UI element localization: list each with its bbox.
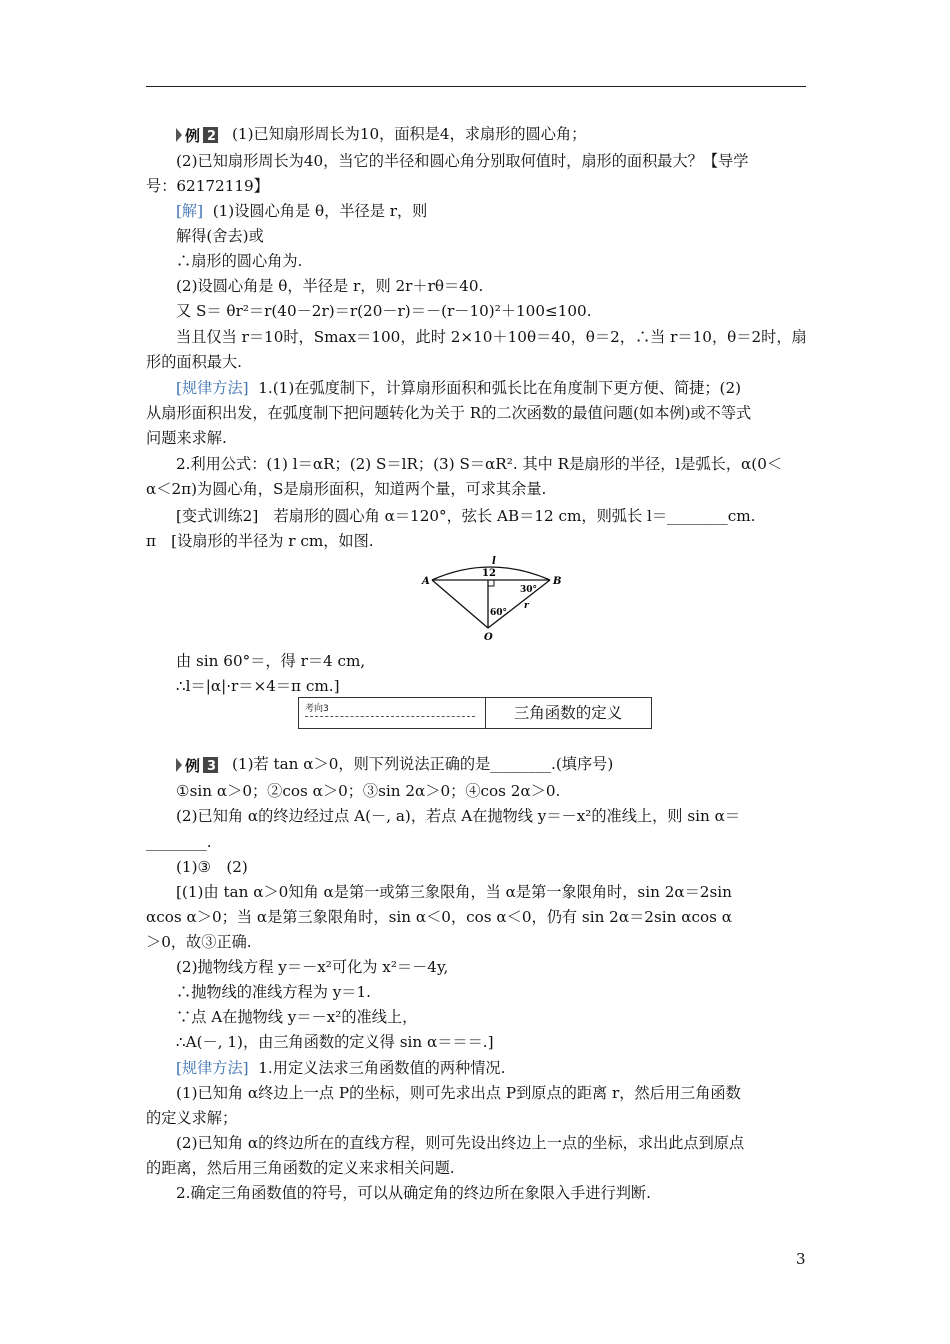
example2-solution-line3: ∴扇形的圆心角为. — [176, 252, 303, 270]
variant-training-line3: 由 sin 60°＝，得 r＝4 cm, — [176, 652, 366, 670]
example3-solution-line6: ∵点 A在抛物线 y＝－x²的准线上， — [176, 1008, 418, 1026]
example2-method-line5: α＜2π)为圆心角，S是扇形面积，知道两个量，可求其余量. — [146, 480, 547, 498]
example3-solution-line5: ∴抛物线的准线方程为 y＝1. — [176, 983, 371, 1001]
example3-method-line3: 的定义求解； — [146, 1109, 238, 1127]
label-r: r — [524, 601, 529, 611]
example2-solution-line7: 形的面积最大. — [146, 353, 242, 371]
example2-method-line4: 2.利用公式：(1) l＝αR；(2) S＝lR；(3) S＝αR². 其中 R是扇形的半径，l是弧长，α(0＜ — [176, 455, 783, 473]
example3-solution-line2: αcos α＞0；当 α是第三象限角时，sin α＜0，cos α＜0，仍有 sin 2α＝2sin αcos α — [146, 908, 732, 926]
example2-method-line1 — [176, 376, 838, 401]
example2-q2-line2: 号：62172119】 — [146, 177, 269, 195]
example2-method-line2: 从扇形面积出发，在弧度制下把问题转化为关于 R的二次函数的最值问题(如本例)或不等式 — [146, 404, 752, 422]
example2-solution-line1 — [176, 199, 838, 224]
label-A: A — [422, 576, 430, 587]
radius-oa — [432, 580, 488, 628]
example3-solution-line1: [(1)由 tan α＞0知角 α是第一或第三象限角，当 α是第一象限角时，sin 2α＝2sin — [176, 883, 732, 901]
example3-badge — [176, 755, 220, 775]
svg-text:例: 例 — [185, 127, 201, 145]
solution-text: (1)设圆心角是 θ，半径是 r，则 — [212, 202, 428, 220]
example3-options: ①sin α＞0；②cos α＞0；③sin 2α＞0；④cos 2α＞0. — [176, 782, 561, 800]
label-B: B — [553, 576, 562, 587]
example3-q2-line2: ________. — [146, 833, 212, 851]
variant-training-line4: ∴l＝|α|·r＝×4＝π cm.] — [176, 677, 340, 695]
svg-text:例: 例 — [185, 757, 201, 775]
example3-solution-line7: ∴A(－, 1)，由三角函数的定义得 sin α＝＝＝.] — [176, 1033, 494, 1051]
example2-solution-line4: (2)设圆心角是 θ，半径是 r，则 2r＋rθ＝40. — [176, 277, 484, 295]
method-label-2: [规律方法] — [176, 1059, 249, 1077]
header-rule — [146, 86, 806, 87]
example3-answer: (1)③ (2) — [176, 858, 248, 876]
label-l: l — [492, 556, 496, 567]
label-12: 12 — [482, 568, 496, 579]
section-title: 三角函数的定义 — [513, 704, 623, 722]
section-tag: 考向3 — [305, 704, 329, 714]
label-O: O — [484, 632, 493, 642]
solution-label: [解] — [176, 202, 204, 220]
sector-figure — [420, 552, 580, 642]
example3-method-line5: 的距离，然后用三角函数的定义来求相关问题. — [146, 1159, 455, 1177]
example2-solution-line2: 解得(舍去)或 — [176, 227, 264, 245]
example3-method-line4: (2)已知角 α的终边所在的直线方程，则可先设出终边上一点的坐标，求出此点到原点 — [176, 1134, 745, 1152]
method-text-2: 1.用定义法求三角函数值的两种情况. — [258, 1059, 506, 1077]
variant-training-line2: π [设扇形的半径为 r cm，如图. — [146, 532, 374, 550]
example3-q1-text: (1)若 tan α＞0，则下列说法正确的是________.(填序号) — [232, 755, 614, 773]
variant-training-line1: [变式训练2] 若扇形的圆心角 α＝120°，弦长 AB＝12 cm，则弧长 l＝________cm. — [176, 507, 756, 525]
section-header-box — [298, 697, 652, 729]
example3-question1 — [176, 752, 838, 777]
example3-solution-line4: (2)抛物线方程 y＝－x²可化为 x²＝－4y, — [176, 958, 449, 976]
label-60: 60° — [490, 608, 508, 618]
example2-question1 — [176, 122, 838, 147]
example2-solution-line5: 又 S＝ θr²＝r(40－2r)＝r(20－r)＝－(r－10)²＋100≤100. — [176, 302, 592, 320]
example2-q1-text: (1)已知扇形周长为10，面积是4，求扇形的圆心角； — [232, 125, 587, 143]
example3-method-line6: 2.确定三角函数值的符号，可以从确定角的终边所在象限入手进行判断. — [176, 1184, 651, 1202]
page-number: 3 — [796, 1250, 806, 1268]
method-label: [规律方法] — [176, 379, 249, 397]
example3-method-line1 — [176, 1056, 838, 1081]
radius-ob — [488, 580, 550, 628]
example2-q2-line1: (2)已知扇形周长为40，当它的半径和圆心角分别取何值时，扇形的面积最大？【导学 — [176, 152, 749, 170]
right-angle-mark — [488, 580, 494, 586]
label-30: 30° — [520, 585, 538, 595]
method-text: 1.(1)在弧度制下，计算扇形面积和弧长比在角度制下更方便、简捷；(2) — [258, 379, 742, 397]
svg-text:2: 2 — [207, 129, 217, 144]
example2-method-line3: 问题来求解. — [146, 429, 227, 447]
example2-solution-line6: 当且仅当 r＝10时，Smax＝100，此时 2×10＋10θ＝40，θ＝2，∴当 r＝10，θ＝2时，扇 — [176, 328, 807, 346]
example2-badge — [176, 125, 220, 145]
example3-method-line2: (1)已知角 α终边上一点 P的坐标，则可先求出点 P到原点的距离 r，然后用三角函数 — [176, 1084, 741, 1102]
example3-solution-line3: ＞0，故③正确. — [146, 933, 252, 951]
section-dash-line — [305, 716, 475, 717]
section-tag-cell — [299, 698, 486, 728]
svg-text:3: 3 — [207, 759, 217, 774]
example3-q2-line1: (2)已知角 α的终边经过点 A(－, a)，若点 A在抛物线 y＝－x²的准线上，则 sin α＝ — [176, 807, 741, 825]
